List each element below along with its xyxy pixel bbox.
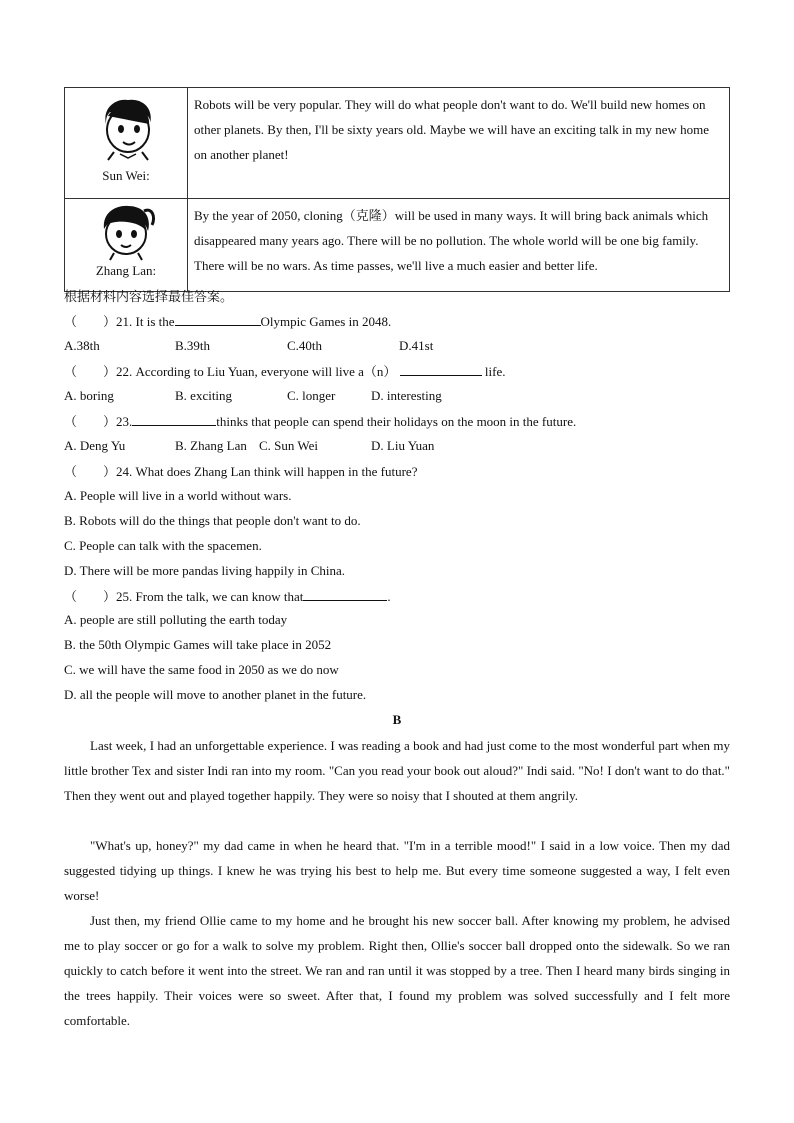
sun-wei-portrait [94,96,158,162]
person-name: Sun Wei: [102,168,150,183]
answer-blank[interactable] [400,363,482,376]
passage-paragraph [64,833,730,908]
answer-paren[interactable]: （ ） [64,364,117,379]
option: B. the 50th Olympic Games will take place in 2052 [64,637,332,652]
option: C. longer [287,388,336,403]
option: A. boring [64,388,114,403]
answer-blank[interactable] [303,588,387,601]
answer-paren[interactable]: （ ） [64,414,117,429]
question-25 [64,588,391,606]
answer-paren[interactable]: （ ） [64,464,117,479]
person-statement: Robots will be very popular. They will do what people don't want to do. We'll build new homes on other planets. By then, I'll be sixty years old. Maybe we will have an exciting talk in my new home on another planet! [188,88,730,199]
passage-paragraph [64,733,730,808]
question-stem: 21. It is the [116,314,175,329]
option: D.41st [399,338,434,353]
table-row [65,199,730,292]
option: A. People will live in a world without wars. [64,488,292,503]
option: C. we will have the same food in 2050 as we do now [64,662,339,677]
section-title: B [392,712,402,727]
question-stem: 24. What does Zhang Lan think will happen in the future? [116,464,418,479]
option: C. Sun Wei [259,438,319,453]
table-row [65,88,730,199]
answer-blank[interactable] [132,413,216,426]
answer-blank[interactable] [175,313,261,326]
option: D. interesting [371,388,442,403]
question-stem: 25. From the talk, we can know that [116,589,304,604]
avatar-cell [65,199,188,292]
option: B. exciting [175,388,233,403]
person-name: Zhang Lan: [95,263,157,278]
people-table [64,87,730,292]
paragraph-text: Last week, I had an unforgettable experience. I was reading a book and had just come to the most wonderful part when my little brother Tex and sister Indi ran into my room. "Can you read your book out aloud?" Indi said. "No! I don't want to do that." Then they went out and played together happily. They were so noisy that I shouted at them angrily. [64,738,730,803]
answer-paren[interactable]: （ ） [64,589,117,604]
option: A. Deng Yu [64,438,126,453]
person-statement: By the year of 2050, cloning（克隆）will be used in many ways. It will bring back animals which disappeared many years ago. There will be no pollution. The whole world will be one big family. There will be no wars. As time passes, we'll live a much easier and better life. [188,199,730,292]
paragraph-text: Just then, my friend Ollie came to my home and he brought his new soccer ball. After knowing my problem, he advised me to play soccer or go for a walk to solve my problem. Right then, Ollie's soccer ball dropped onto the sidewalk. So we ran quickly to catch before it went into the street. We ran and ran until it was stopped by a tree. Then I heard many birds singing in the trees happily. Their voices were so sweet. After that, I found my problem was solved successfully and I felt more comfortable. [64,913,730,1028]
question-23 [64,413,576,431]
question-stem: . [387,589,391,604]
avatar-cell [65,88,188,199]
option: D. There will be more pandas living happily in China. [64,563,346,578]
option: A. people are still polluting the earth today [64,612,288,627]
paragraph-text: "What's up, honey?" my dad came in when he heard that. "I'm in a terrible mood!" I said in a low voice. Then my dad suggested tidying up things. I knew he was trying his best to help me. But every time someone suggested a way, I felt even worse! [64,838,730,903]
option: D. Liu Yuan [371,438,435,453]
option: A.38th [64,338,100,353]
question-stem: 23. [116,414,133,429]
question-24 [64,463,417,481]
instruction: 根据材料内容选择最佳答案。 [64,289,234,304]
option: D. all the people will move to another planet in the future. [64,687,367,702]
question-stem: 22. According to Liu Yuan, everyone will live a（n） [116,364,397,379]
question-stem: Olympic Games in 2048. [260,314,392,329]
passage-paragraph [64,908,730,1033]
option: B. Robots will do the things that people don't want to do. [64,513,361,528]
question-21 [64,313,391,331]
answer-paren[interactable]: （ ） [64,314,117,329]
option: C.40th [287,338,323,353]
option: B. Zhang Lan [175,438,247,453]
option: C. People can talk with the spacemen. [64,538,262,553]
question-stem: thinks that people can spend their holidays on the moon in the future. [216,414,577,429]
question-stem: life. [484,364,506,379]
zhang-lan-portrait [96,203,156,261]
question-22 [64,363,506,381]
option: B.39th [175,338,211,353]
